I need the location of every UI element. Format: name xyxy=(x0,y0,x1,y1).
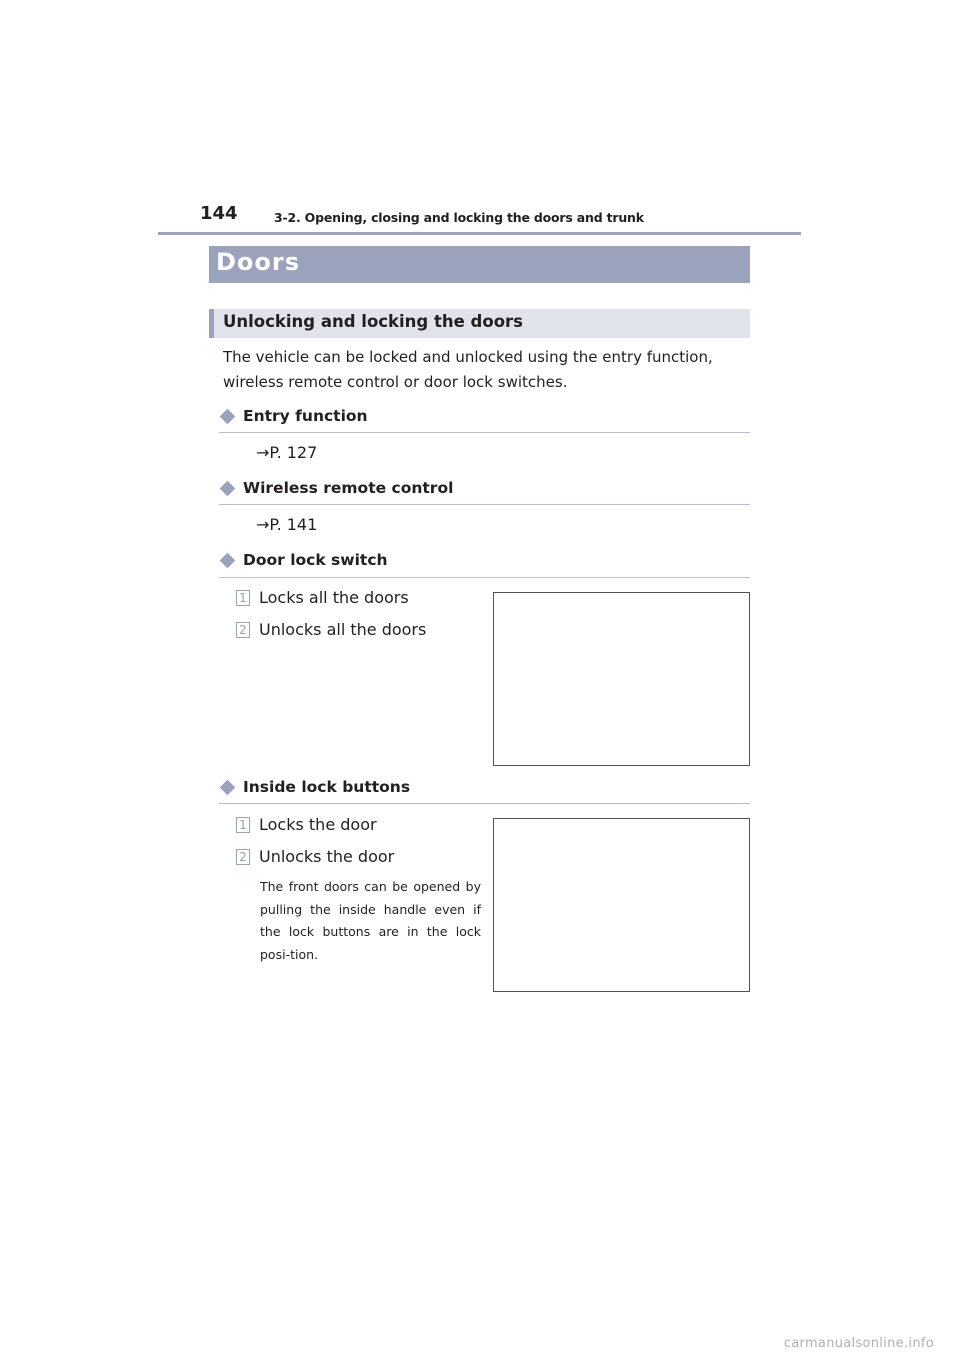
list-item xyxy=(236,620,426,639)
list-item xyxy=(236,847,394,866)
heading-text: Door lock switch xyxy=(243,551,388,569)
diamond-bullet-icon xyxy=(220,779,236,795)
subsection-accent xyxy=(209,309,214,338)
chapter-title: 3-2. Opening, closing and locking the doors and trunk xyxy=(274,210,644,225)
number-badge: 2 xyxy=(236,622,250,638)
diamond-bullet-icon xyxy=(220,480,236,496)
heading-text: Entry function xyxy=(243,407,368,425)
page-number: 144 xyxy=(200,203,238,224)
heading-text: Inside lock buttons xyxy=(243,778,411,796)
item-text: Locks all the doors xyxy=(259,588,409,607)
item-text: Locks the door xyxy=(259,815,377,834)
page-reference-link[interactable]: →P. 141 xyxy=(256,515,318,534)
watermark: carmanualsonline.info xyxy=(783,1336,934,1351)
page-reference-link[interactable]: →P. 127 xyxy=(256,443,318,462)
heading-door-lock-switch xyxy=(220,551,388,569)
number-badge: 1 xyxy=(236,817,250,833)
heading-inside-lock-buttons xyxy=(220,778,410,796)
heading-rule xyxy=(219,504,750,505)
heading-rule xyxy=(219,803,750,804)
door-lock-switch-figure xyxy=(493,592,750,766)
heading-text: Wireless remote control xyxy=(243,479,454,497)
heading-wireless-remote xyxy=(220,479,453,497)
note-text: The front doors can be opened by pulling the inside handle even if the lock buttons are in the lock posi-tion. xyxy=(260,879,481,962)
heading-entry-function xyxy=(220,407,368,425)
item-text: Unlocks all the doors xyxy=(259,620,427,639)
list-item xyxy=(236,815,377,834)
diamond-bullet-icon xyxy=(220,552,236,568)
inside-lock-button-figure xyxy=(493,818,750,992)
section-title: Doors xyxy=(216,248,301,276)
heading-rule xyxy=(219,577,750,578)
subsection-title: Unlocking and locking the doors xyxy=(223,312,523,331)
item-text: Unlocks the door xyxy=(259,847,395,866)
intro-paragraph: The vehicle can be locked and unlocked using the entry function, wireless remote control or door lock switches. xyxy=(223,348,713,391)
header-rule xyxy=(158,232,801,235)
heading-rule xyxy=(219,432,750,433)
number-badge: 2 xyxy=(236,849,250,865)
diamond-bullet-icon xyxy=(220,408,236,424)
number-badge: 1 xyxy=(236,590,250,606)
list-item xyxy=(236,588,409,607)
